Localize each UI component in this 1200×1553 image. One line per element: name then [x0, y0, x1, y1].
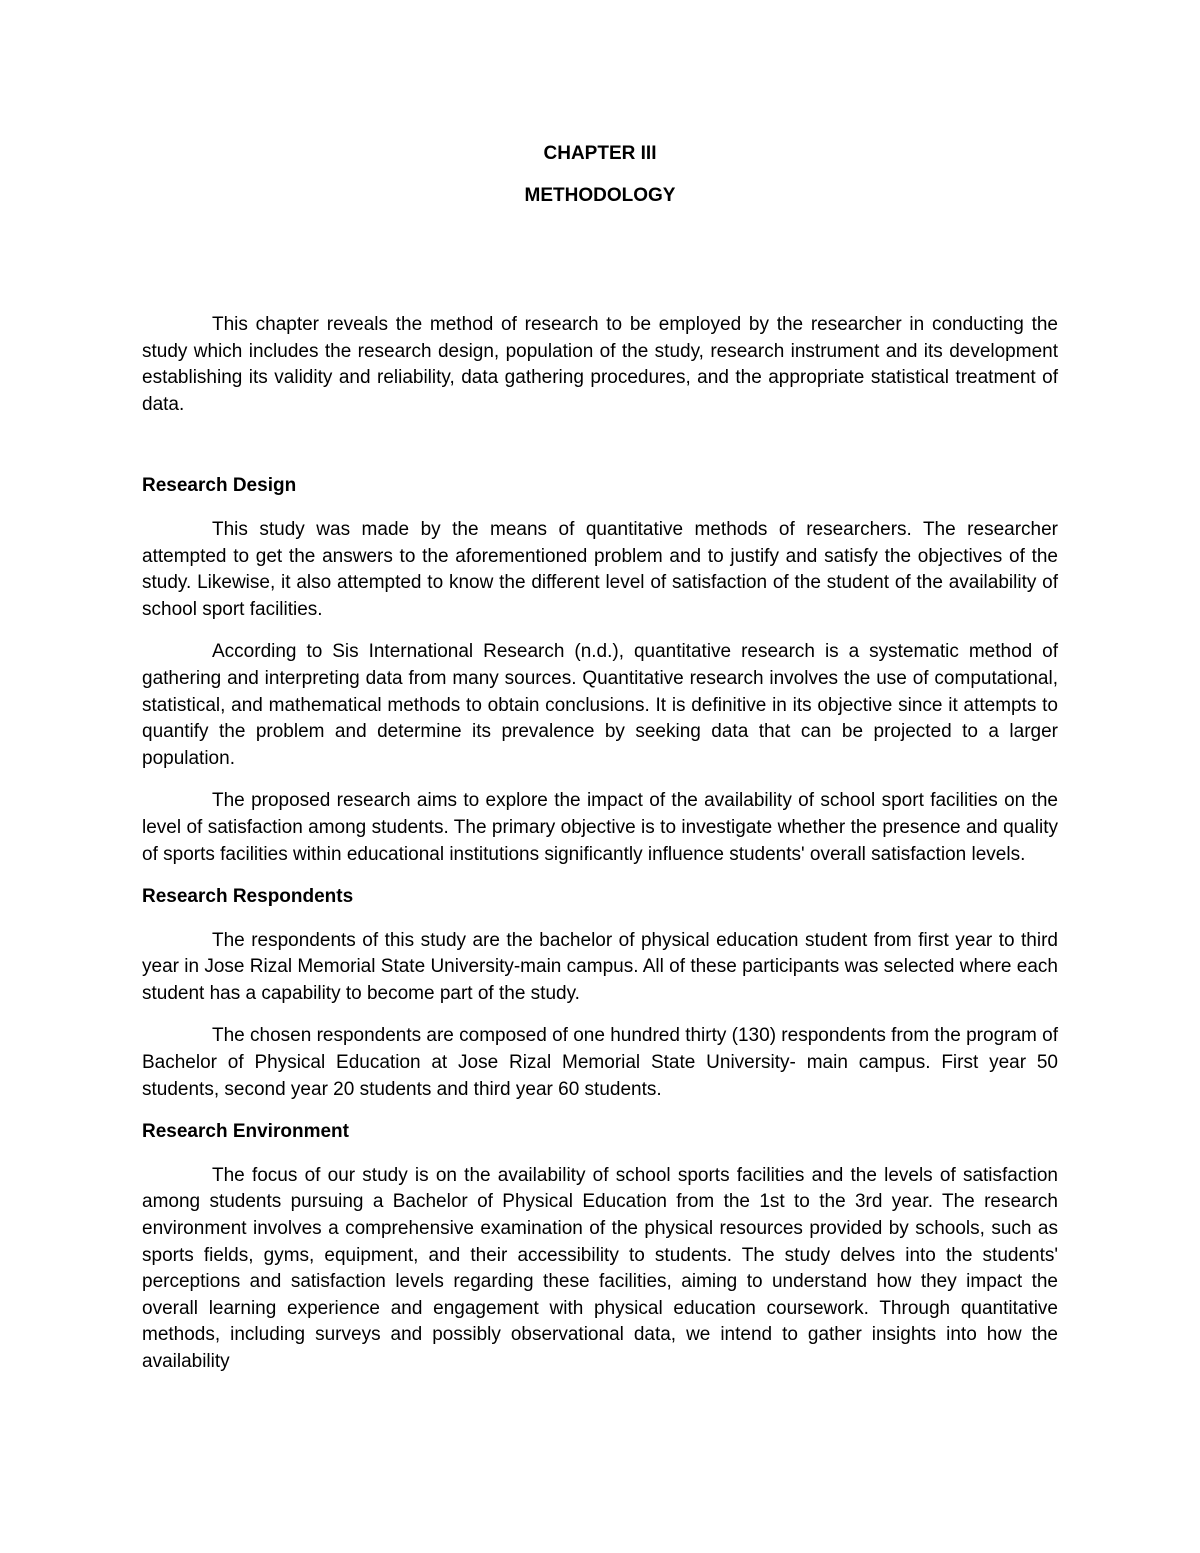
- research-design-paragraph-1: This study was made by the means of quantitative methods of researchers. The researcher attempted to get the answers to the aforementioned problem and to justify and satisfy the objectives of the study. Likewise, it also attempted to know the different level of satisfaction of the student of the availability of school sport facilities.: [142, 518, 1058, 620]
- document-body: [142, 312, 1058, 1376]
- section-heading-research-design: Research Design: [142, 475, 297, 497]
- section-heading-research-environment: Research Environment: [142, 1121, 349, 1143]
- research-design-paragraph-2: According to Sis International Research (n.d.), quantitative research is a systematic method of gathering and interpreting data from many sources. Quantitative research involves the use of computational, statistical, and mathematical methods to obtain conclusions. It is definitive in its objective since it attempts to quantify the problem and determine its prevalence by seeking data that can be projected to a larger population.: [142, 641, 1058, 769]
- research-environment-paragraph-1: The focus of our study is on the availability of school sports facilities and the levels of satisfaction among students pursuing a Bachelor of Physical Education from the 1st to the 3rd year. The research environment involves a comprehensive examination of the physical resources provided by schools, such as sports fields, gyms, equipment, and their accessibility to students. The study delves into the students' perceptions and satisfaction levels regarding these facilities, aiming to understand how they impact the overall learning experience and engagement with physical education coursework. Through quantitative methods, including surveys and possibly observational data, we intend to gather insights into how the availability: [142, 1164, 1058, 1372]
- research-respondents-paragraph-1: The respondents of this study are the bachelor of physical education student from first year to third year in Jose Rizal Memorial State University-main campus. All of these participants was selected where each student has a capability to become part of the study.: [142, 929, 1058, 1004]
- intro-paragraph: This chapter reveals the method of research to be employed by the researcher in conducting the study which includes the research design, population of the study, research instrument and its development establishing its validity and reliability, data gathering procedures, and the appropriate statistical treatment of data.: [142, 314, 1058, 415]
- research-design-paragraph-3: The proposed research aims to explore the impact of the availability of school sport facilities on the level of satisfaction among students. The primary objective is to investigate whether the presence and quality of sports facilities within educational institutions significantly influence students' overall satisfaction levels.: [142, 790, 1058, 865]
- research-respondents-paragraph-2: The chosen respondents are composed of one hundred thirty (130) respondents from the program of Bachelor of Physical Education at Jose Rizal Memorial State University- main campus. First year 50 students, second year 20 students and third year 60 students.: [142, 1025, 1058, 1100]
- chapter-title: METHODOLOGY: [524, 185, 676, 206]
- section-heading-research-respondents: Research Respondents: [142, 886, 354, 908]
- chapter-number: CHAPTER III: [543, 143, 657, 164]
